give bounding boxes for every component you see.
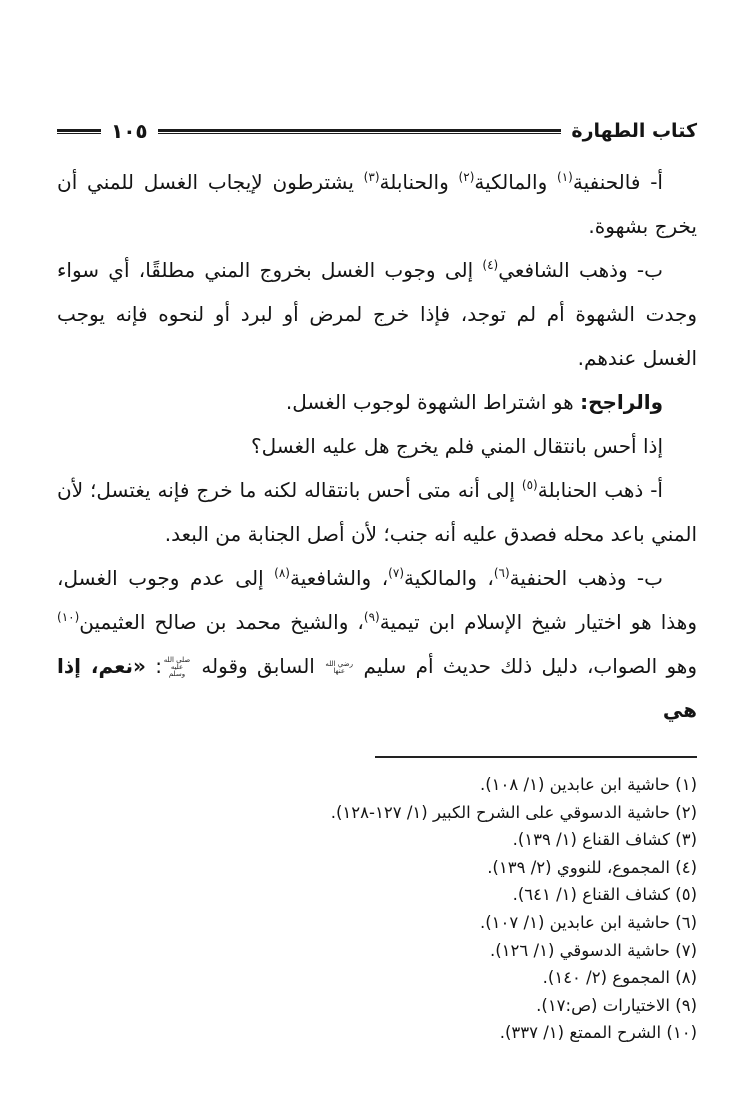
- paragraph-hanafi-maliki-hanbali: [57, 160, 697, 248]
- text-run: يشترطون لإيجاب الغسل للمني أن يخرج بشهوة.: [57, 170, 697, 238]
- text-run: السابق وقوله: [192, 654, 325, 678]
- text-run: إلى عدم وجوب الغسل، وهذا هو اختيار شيخ الإسلام ابن تيمية: [57, 566, 697, 634]
- footnote-item: (٨) المجموع (٢/ ١٤٠).: [542, 968, 697, 988]
- page-header: [57, 118, 697, 144]
- header-rule-short: [57, 129, 101, 134]
- footnote-separator: [375, 756, 697, 758]
- text-run: والمالكية: [474, 170, 558, 194]
- footnote-item: (١٠) الشرح الممتع (١/ ٣٣٧).: [499, 1023, 697, 1043]
- page-number: ١٠٥: [111, 119, 148, 143]
- text-run: والراجح:: [580, 390, 663, 414]
- paragraph-hanbali-view: [57, 468, 697, 556]
- text-run: هو اشتراط الشهوة لوجوب الغسل.: [285, 390, 581, 414]
- footnote-marker: (٣): [363, 170, 380, 184]
- footnote-item: (١) حاشية ابن عابدين (١/ ١٠٨).: [479, 775, 697, 794]
- text-run: إذا أحس بانتقال المني فلم يخرج هل عليه الغسل؟: [250, 434, 663, 458]
- text-run: إلى وجوب الغسل بخروج المني مطلقًا، أي سواء وجدت الشهوة أم لم توجد، فإذا خرج لمرض أو لبرد أو لنحوه فإنه يوجب الغسل عندهم.: [57, 258, 697, 370]
- paragraph-question: [57, 424, 697, 468]
- footnote-item: (٣) كشاف القناع (١/ ١٣٩).: [512, 830, 697, 850]
- text-run: وهو الصواب، دليل ذلك حديث أم سليم: [354, 654, 697, 678]
- footnote-marker: (٥): [521, 478, 538, 492]
- book-title: كتاب الطهارة: [571, 120, 697, 142]
- honorific-mark: صلى الله عليه وسلم: [163, 656, 191, 678]
- footnote-item: (٤) المجموع، للنووي (٢/ ١٣٩).: [487, 857, 697, 877]
- footnote-marker: (٢): [458, 170, 475, 184]
- footnote-marker: (٩): [363, 610, 380, 624]
- footnote-marker: (٧): [388, 566, 404, 580]
- text-run: ، والشيخ محمد بن صالح العثيمين: [79, 610, 364, 634]
- footnote-item: (٧) حاشية الدسوقي (١/ ١٢٦).: [489, 940, 697, 960]
- text-run: ب- وذهب الحنفية: [509, 566, 663, 590]
- paragraph-shafii: [57, 248, 697, 380]
- footnote-marker: (٤): [482, 258, 499, 272]
- body-text: [57, 160, 697, 732]
- header-rule-long: [158, 129, 562, 134]
- text-run: ب- وذهب الشافعي: [498, 258, 663, 282]
- footnote-item: (٢) حاشية الدسوقي على الشرح الكبير (١/ ١٢٧-١٢٨).: [330, 802, 697, 822]
- paragraph-rajih: [57, 380, 697, 424]
- text-run: والحنابلة: [379, 170, 459, 194]
- footnotes: [57, 771, 697, 1047]
- footnote-marker: (١٠): [57, 610, 80, 624]
- text-run: ، والشافعية: [289, 566, 389, 590]
- footnote-marker: (٨): [274, 566, 290, 580]
- footnote-marker: (١): [557, 170, 573, 184]
- footnote-item: (٦) حاشية ابن عابدين (١/ ١٠٧).: [479, 912, 697, 932]
- text-run: :: [145, 654, 162, 678]
- text-run: إلى أنه متى أحس بانتقاله لكنه ما خرج فإنه يغتسل؛ لأن المني باعد محله فصدق عليه أنه جنب؛ لأن أصل الجنابة من البعد.: [57, 478, 697, 546]
- footnote-item: (٩) الاختيارات (ص:١٧).: [536, 995, 697, 1015]
- text-run: أ- فالحنفية: [572, 170, 663, 194]
- honorific-mark: رضي الله عنها: [325, 659, 353, 675]
- paragraph-majority-view: [57, 556, 697, 732]
- text-run: أ- ذهب الحنابلة: [537, 478, 663, 502]
- footnote-marker: (٦): [493, 566, 510, 580]
- footnote-item: (٥) كشاف القناع (١/ ٦٤١).: [512, 885, 697, 905]
- text-run: «نعم، إذا هي: [57, 654, 697, 722]
- text-run: ، والمالكية: [404, 566, 494, 590]
